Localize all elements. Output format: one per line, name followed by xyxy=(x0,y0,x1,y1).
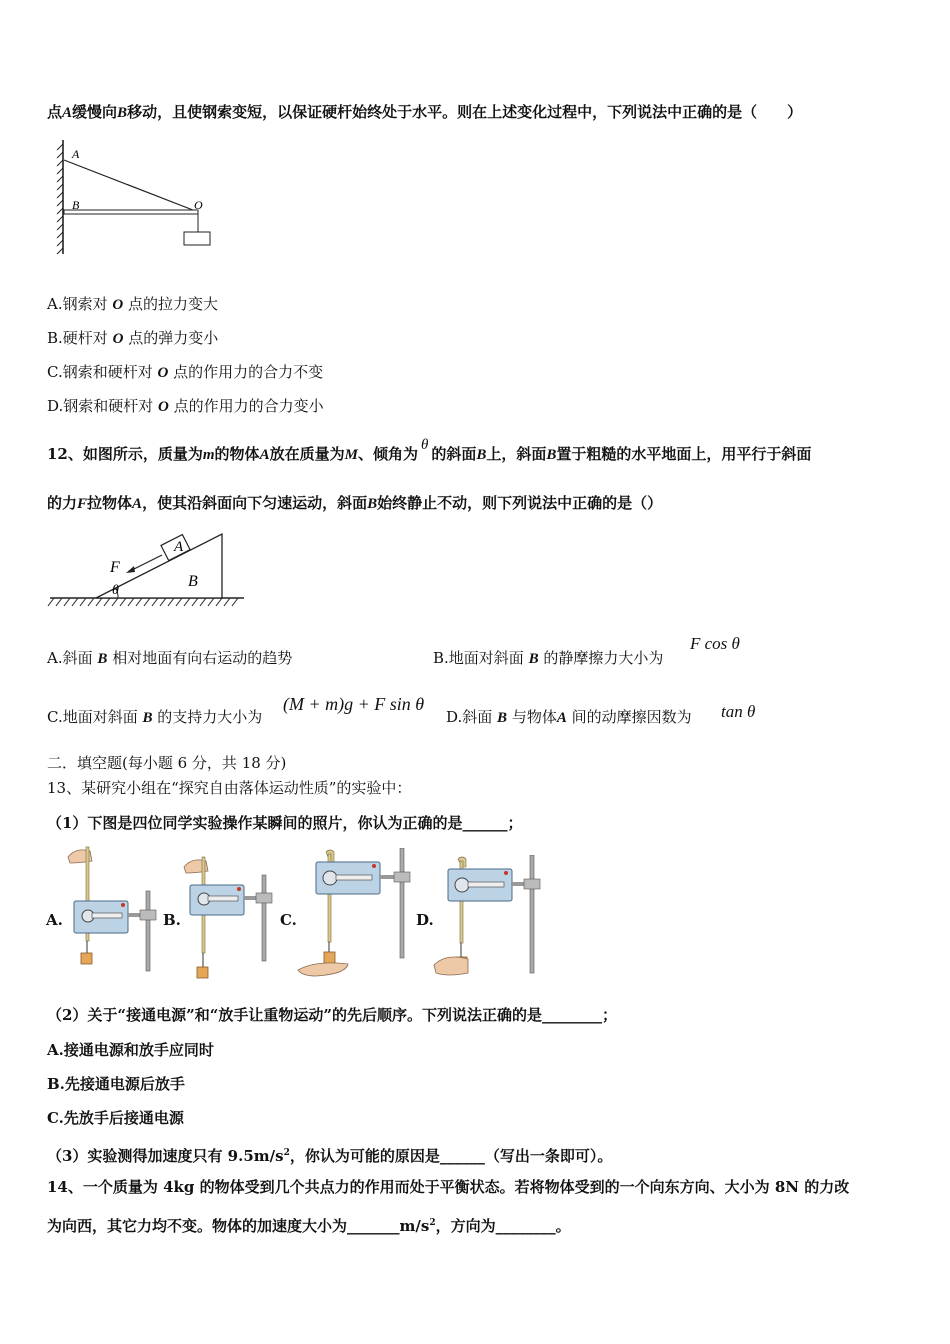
q12-option-c-formula: (M + m)g + F sin θ xyxy=(283,694,425,714)
hand-icon xyxy=(434,957,468,975)
q12-option-b: B.地面对斜面 B 的静摩擦力大小为 xyxy=(433,649,664,667)
photo-label-d: D. xyxy=(416,911,434,929)
block-weight-icon xyxy=(184,232,210,245)
rigid-rod xyxy=(64,210,198,214)
q11-option-b: B.硬杆对 O 点的弹力变小 xyxy=(47,329,219,347)
q13-part1: （1）下图是四位同学实验操作某瞬间的照片，你认为正确的是______； xyxy=(47,814,523,832)
q11-stem: 点A缓慢向B移动，且使钢索变短，以保证硬杆始终处于水平。则在上述变化过程中，下列说法中正确的是（ ） xyxy=(47,103,803,121)
q12-option-a: A.斜面 B 相对地面有向右运动的趋势 xyxy=(47,649,293,667)
q12-option-b-formula: F cos θ xyxy=(690,634,740,653)
q13-part3: （3）实验测得加速度只有 $9.5m/s^2$，你认为可能的原因是______（写出一条即可）。 xyxy=(47,1147,613,1165)
q13-part2: （2）关于“接通电源”和“放手让重物运动”的先后顺序。下列说法正确的是________； xyxy=(47,1006,617,1024)
label-a: A xyxy=(174,539,184,555)
cable-line xyxy=(64,160,198,212)
q12-stem-line2: 的力F拉物体A，使其沿斜面向下匀速运动，斜面B始终静止不动，则下列说法中正确的是（） xyxy=(47,494,663,512)
q13-part2-option-b: B.先接通电源后放手 xyxy=(47,1075,185,1093)
label-a: A xyxy=(72,147,80,161)
photo-label-b: B. xyxy=(163,911,181,929)
q11-option-c: C.钢索和硬杆对 O 点的作用力的合力不变 xyxy=(47,363,324,381)
q13-stem: 13、某研究小组在“探究自由落体运动性质”的实验中： xyxy=(47,779,412,797)
q12-figure xyxy=(46,528,246,612)
q13-part2-option-c: C.先放手后接通电源 xyxy=(47,1109,184,1127)
timer-apparatus-icon xyxy=(432,855,552,980)
timer-apparatus-icon xyxy=(296,848,416,978)
q11-figure xyxy=(55,138,220,258)
q11-option-d: D.钢索和硬杆对 O 点的作用力的合力变小 xyxy=(47,397,324,415)
q12-option-d: D.斜面 B 与物体A 间的动摩擦因数为 xyxy=(446,708,692,726)
photo-label-c: C. xyxy=(280,911,297,929)
hand-icon xyxy=(298,963,348,976)
q12-option-c: C.地面对斜面 B 的支持力大小为 xyxy=(47,708,263,726)
label-theta: θ xyxy=(112,583,119,598)
q13-part2-option-a: A.接通电源和放手应同时 xyxy=(47,1041,214,1059)
label-b: B xyxy=(188,573,198,590)
label-b: B xyxy=(72,198,80,212)
timer-apparatus-icon xyxy=(180,855,280,985)
timer-apparatus-icon xyxy=(62,843,162,973)
photo-label-a: A. xyxy=(46,911,63,929)
q12-stem-line1: 12、如图所示，质量为m的物体A放在质量为M、倾角为 θ 的斜面B上，斜面B置于粗糙的水平地面上，用平行于斜面 xyxy=(47,437,812,463)
ground-hatch-icon xyxy=(48,598,238,606)
q14-line1: 14、一个质量为 4kg 的物体受到几个共点力的作用而处于平衡状态。若将物体受到的一个向东方向、大小为 8N 的力改 xyxy=(47,1178,850,1196)
label-o: O xyxy=(194,198,203,212)
section-title: 二．填空题(每小题 6 分，共 18 分) xyxy=(47,754,287,772)
q14-line2: 为向西，其它力均不变。物体的加速度大小为$\_\_\_\_\_\_\_m/s^2$，方向为________。 xyxy=(47,1217,571,1235)
wall-hatch-icon xyxy=(57,140,63,254)
q11-option-a: A.钢索对 O 点的拉力变大 xyxy=(47,295,219,313)
q12-option-d-formula: tan θ xyxy=(721,702,756,721)
label-f: F xyxy=(110,559,120,576)
